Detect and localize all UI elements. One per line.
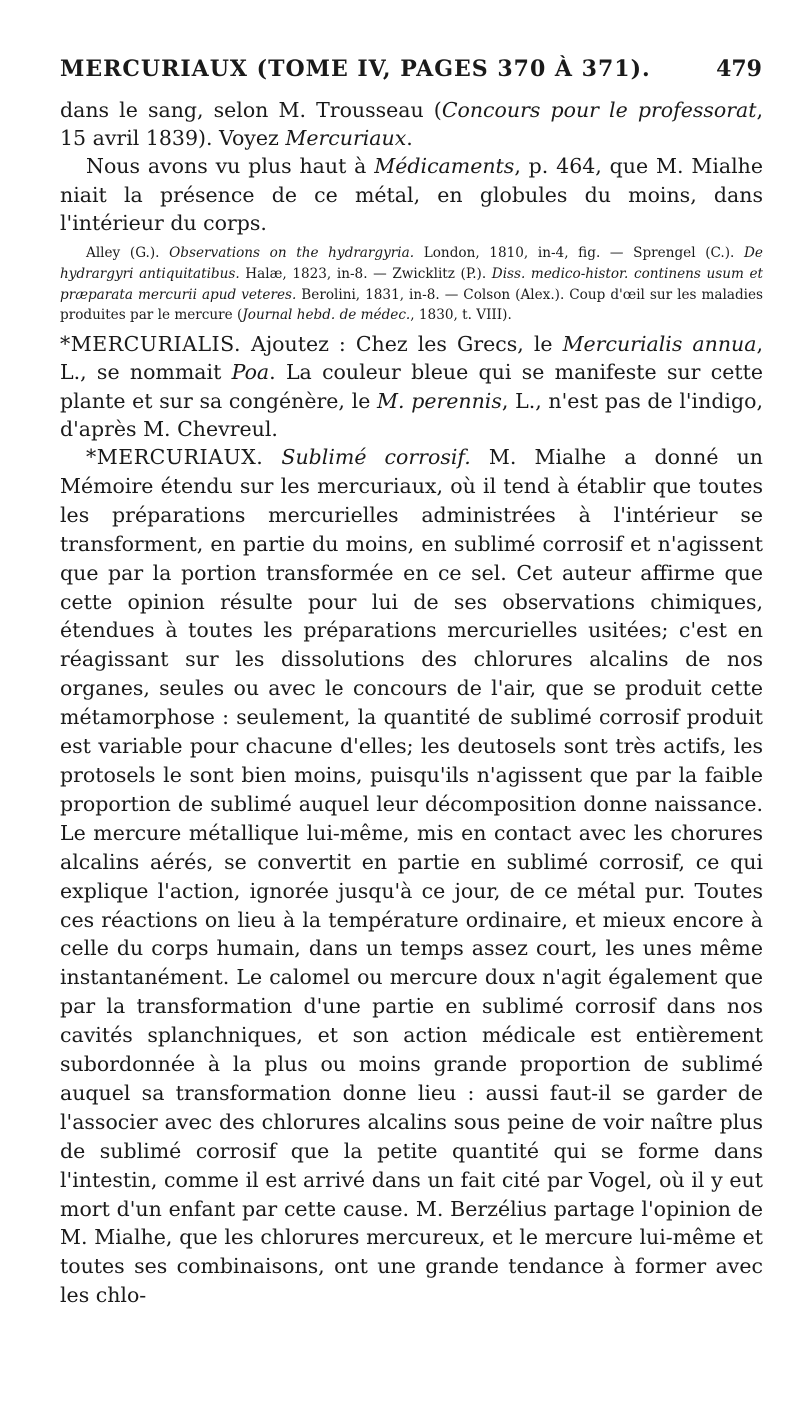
italic-text: Médicaments [374, 154, 515, 179]
paragraph-continuation [60, 96, 763, 152]
headword: *MERCURIAUX. [86, 445, 264, 470]
text: Berolini, 1831, in-8. — Colson (Alex.). Coup d'œil sur les maladies produites par le mercure ( [60, 286, 764, 324]
italic-text: De hydrargyri antiquitatibus. [60, 245, 763, 282]
italic-text: M. perennis [377, 388, 502, 413]
text: , p. 464, que M. Mialhe niait la présence de ce métal, en globules du moins, dans l'intérieur du corps. [60, 154, 763, 235]
italic-text: Sublimé corrosif. [281, 445, 471, 470]
text: Ajoutez : Chez les Grecs, le [240, 332, 563, 357]
entry-mercurialis [60, 330, 763, 443]
text: . La couleur bleue qui se manifeste sur cette plante et sur sa congénère, le [60, 360, 763, 413]
italic-text: Mercuriaux [285, 126, 407, 151]
page-header [60, 56, 762, 90]
text: , 15 avril 1839). Voyez [60, 98, 763, 151]
headword: *MERCURIALIS. [60, 332, 241, 357]
paragraph-mialhe [60, 152, 763, 237]
text: Nous avons vu plus haut à [86, 154, 375, 179]
text: . [406, 126, 413, 151]
text: , L., n'est pas de l'indigo, d'après M. Chevreul. [60, 388, 763, 441]
text: M. Mialhe a donné un Mémoire étendu sur les mercuriaux, où il tend à établir que toutes les préparations mercurielles administrées à l'intérieur se transforment, en partie du moins, en sublimé corrosif et n'agissent que par la portion transformée en ce sel. Cet auteur affirme que cette opinion résulte pour lui de ses observations chimiques, étendues à toutes les préparations mercurielles usitées; c'est en réagissant sur les dissolutions des chlorures alcalins de nos organes, seules ou avec le concours de l'air, que se produit cette métamorphose : seulement, la quantité de sublimé corrosif produit est variable pour chacune d'elles; les deutosels sont très actifs, les protosels le sont bien moins, puisqu'ils n'agissent que par la faible proportion de sublimé auquel leur décomposition donne naissance. Le mercure métallique lui-même, mis en contact avec les chorures alcalins aérés, se convertit en partie en sublimé corrosif, ce qui explique l'action, ignorée jusqu'à ce jour, de ce métal pur. Toutes ces réactions on lieu à la température ordinaire, et mieux encore à celle du corps humain, dans un temps assez court, les unes même instantanément. Le calomel ou mercure doux n'agit également que par la transformation d'une partie en sublimé corrosif dans nos cavités splanchniques, et son action médicale est entièrement subordonnée à la plus ou moins grande proportion de sublimé auquel sa transformation donne lieu : aussi faut-il se garder de l'associer avec des chlorures alcalins sous peine de voir naître plus de sublimé corrosif que la petite quantité qui se forme dans l'intestin, comme il est arrivé dans un fait cité par Vogel, où il y eut mort d'un enfant par cette cause. M. Berzélius partage l'opinion de M. Mialhe, que les chlorures mercureux, et le mercure lui-même et toutes ses combinaisons, ont une grande tendance à former avec les chlo- [60, 445, 763, 1308]
text: , 1830, t. VIII). [410, 307, 512, 324]
italic-text: Diss. medico-histor. continens usum et præparata mercurii apud veteres. [60, 265, 763, 303]
page-number: 479 [716, 56, 762, 82]
italic-text: Poa [231, 360, 270, 385]
text: Alley (G.). [86, 245, 170, 262]
running-head: MERCURIAUX (TOME IV, PAGES 370 À 371). [60, 56, 651, 82]
text: dans le sang, selon M. Trousseau ( [60, 98, 442, 122]
bibliography-note [60, 243, 763, 326]
text: , L., se nommait [60, 332, 763, 385]
italic-text: Mercurialis annua [562, 332, 757, 357]
page-body [60, 96, 763, 1310]
text: Halæ, 1823, in-8. — Zwicklitz (P.). [239, 265, 492, 282]
italic-text: Concours pour le professorat [441, 98, 757, 122]
entry-mercuriaux [60, 443, 763, 1310]
text: London, 1810, in-4, fig. — Sprengel (C.). [414, 245, 745, 262]
italic-text: Observations on the hydrargyria. [169, 245, 415, 262]
italic-text: Journal hebd. de médec. [242, 307, 411, 324]
